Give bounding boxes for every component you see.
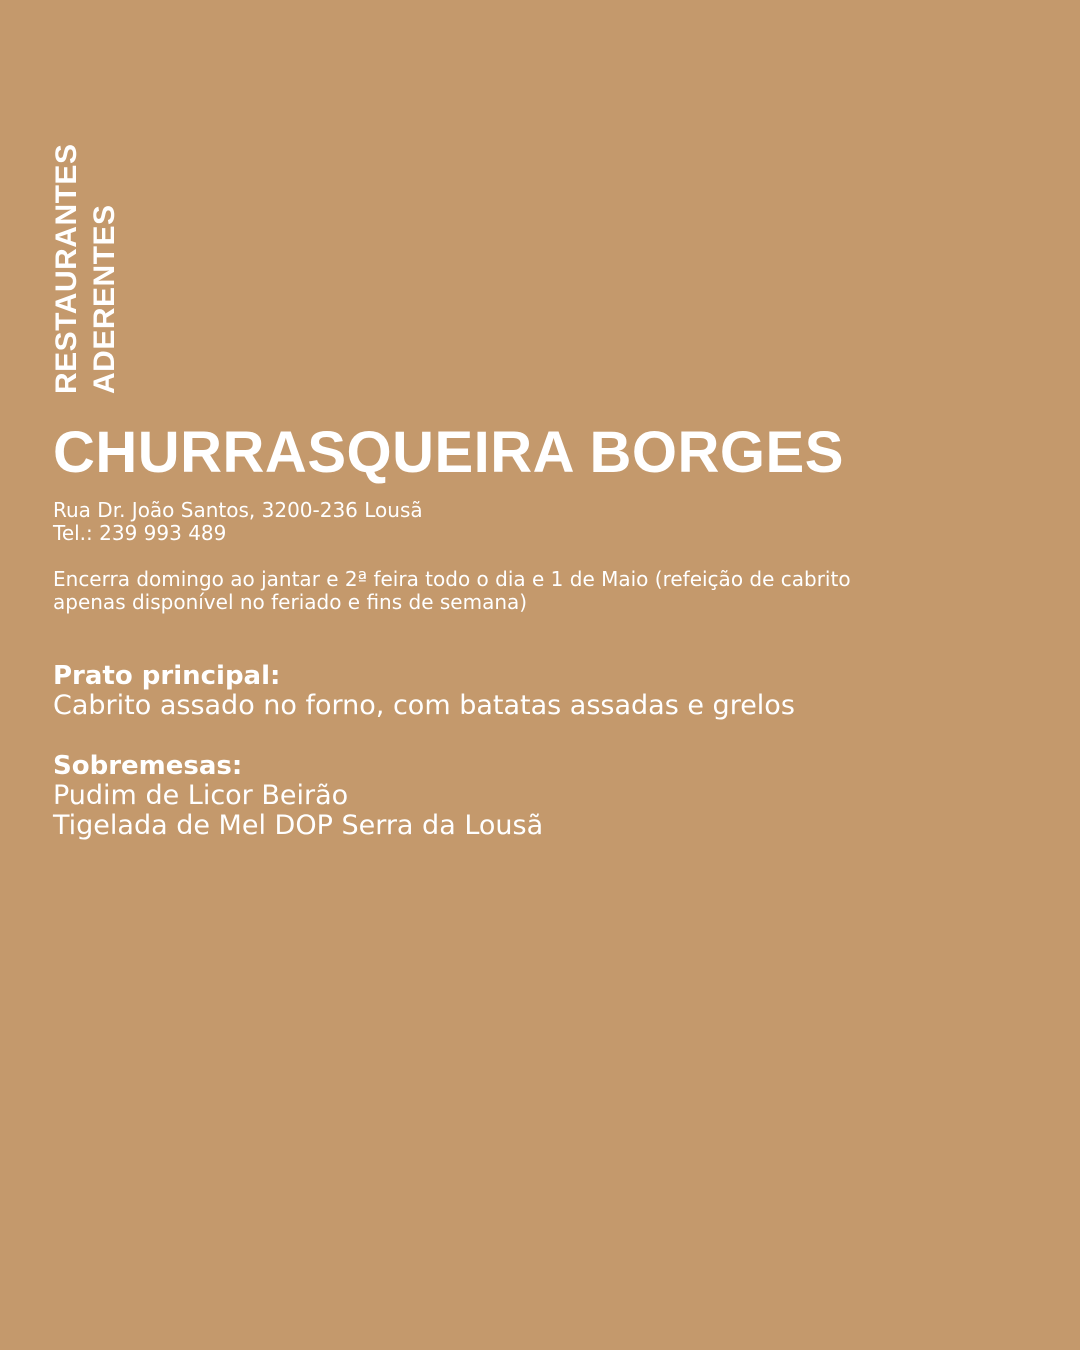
opening-hours-line-1: Encerra domingo ao jantar e 2ª feira todo o dia e 1 de Maio (refeição de cabrito	[53, 567, 851, 591]
dessert-item: Pudim de Licor Beirão	[53, 780, 349, 811]
restaurant-name: CHURRASQUEIRA BORGES	[53, 420, 844, 485]
desserts-label: Sobremesas:	[53, 751, 243, 781]
vertical-heading-line-2: ADERENTES	[88, 204, 121, 394]
main-dish-label: Prato principal:	[53, 661, 281, 691]
vertical-heading	[50, 143, 126, 394]
dessert-item: Tigelada de Mel DOP Serra da Lousã	[53, 810, 544, 841]
restaurant-address: Rua Dr. João Santos, 3200-236 Lousã	[53, 498, 423, 522]
opening-hours-line-2: apenas disponível no feriado e fins de semana)	[53, 590, 528, 614]
main-dish: Cabrito assado no forno, com batatas assadas e grelos	[53, 690, 795, 721]
vertical-heading-line-1: RESTAURANTES	[50, 143, 83, 394]
restaurant-phone: Tel.: 239 993 489	[53, 521, 227, 545]
